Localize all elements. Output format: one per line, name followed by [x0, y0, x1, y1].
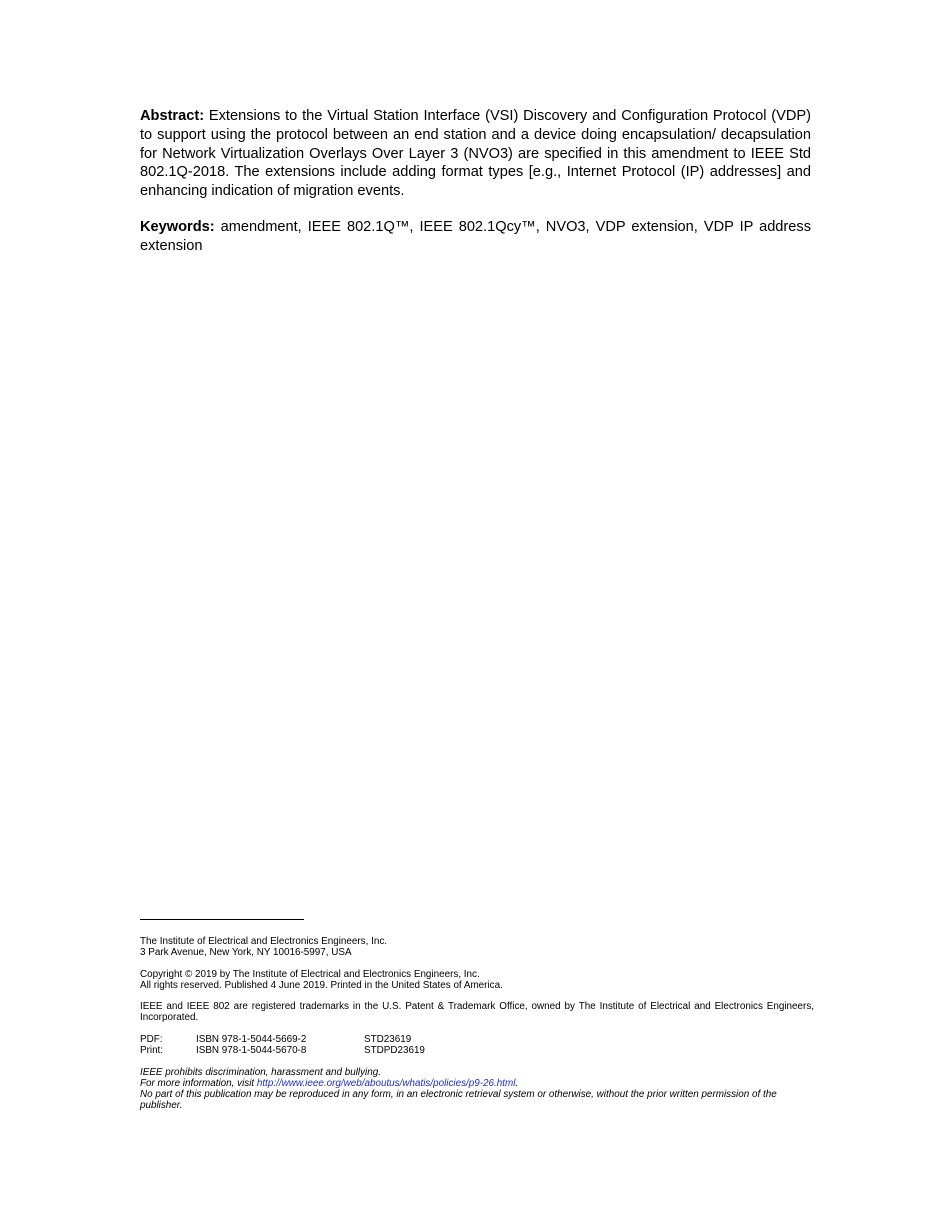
isbn-table — [140, 1034, 814, 1056]
footnote-divider — [140, 919, 304, 920]
policy-info-suffix: . — [515, 1078, 519, 1089]
copyright-line: Copyright © 2019 by The Institute of Electrical and Electronics Engineers, Inc. — [140, 969, 480, 980]
isbn-format-label: PDF: — [140, 1034, 163, 1045]
abstract-text: Extensions to the Virtual Station Interface (VSI) Discovery and Configuration Protocol (VDP) to support using the protocol between an end station and a device doing encapsulation/ decapsulation for Network Virtualization Overlays Over Layer 3 (NVO3) are specified in this amendment to IEEE Std 802.1Q-2018. The extensions include adding format types [e.g., Internet Protocol (IP) addresses] and enhancing indication of migration events. — [140, 108, 811, 200]
publisher-address: 3 Park Avenue, New York, NY 10016-5997, USA — [140, 947, 352, 958]
isbn-row-print — [140, 1045, 814, 1056]
abstract-label: Abstract: — [140, 108, 205, 124]
policy-statement: IEEE prohibits discrimination, harassment and bullying. — [140, 1067, 381, 1078]
copyright-notice — [140, 969, 814, 991]
isbn-code: STD23619 — [364, 1034, 412, 1045]
isbn-number: ISBN 978-1-5044-5670-8 — [196, 1045, 307, 1056]
rights-line: All rights reserved. Published 4 June 2019. Printed in the United States of America. — [140, 980, 503, 991]
policy-info-line — [140, 1078, 814, 1089]
reproduction-notice: No part of this publication may be reproduced in any form, in an electronic retrieval system or otherwise, without the prior written permission of the publisher. — [140, 1089, 777, 1111]
keywords-paragraph — [140, 218, 811, 256]
abstract-paragraph — [140, 107, 811, 201]
keywords-text: amendment, IEEE 802.1Q™, IEEE 802.1Qcy™, NVO3, VDP extension, VDP IP address extension — [140, 219, 811, 254]
isbn-format-label: Print: — [140, 1045, 164, 1056]
isbn-number: ISBN 978-1-5044-5669-2 — [196, 1034, 307, 1045]
isbn-row-pdf — [140, 1034, 814, 1045]
policy-link[interactable]: http://www.ieee.org/web/aboutus/whatis/policies/p9-26.html — [256, 1078, 516, 1089]
trademark-notice: IEEE and IEEE 802 are registered trademarks in the U.S. Patent & Trademark Office, owned by The Institute of Electrical and Electronics Engineers, Incorporated. — [140, 1001, 814, 1023]
policy-notice — [140, 1067, 814, 1111]
keywords-label: Keywords: — [140, 219, 215, 235]
isbn-code: STDPD23619 — [364, 1045, 425, 1056]
policy-info-prefix: For more information, visit — [140, 1078, 257, 1089]
publisher-name: The Institute of Electrical and Electronics Engineers, Inc. — [140, 936, 387, 947]
publisher-info — [140, 936, 814, 958]
